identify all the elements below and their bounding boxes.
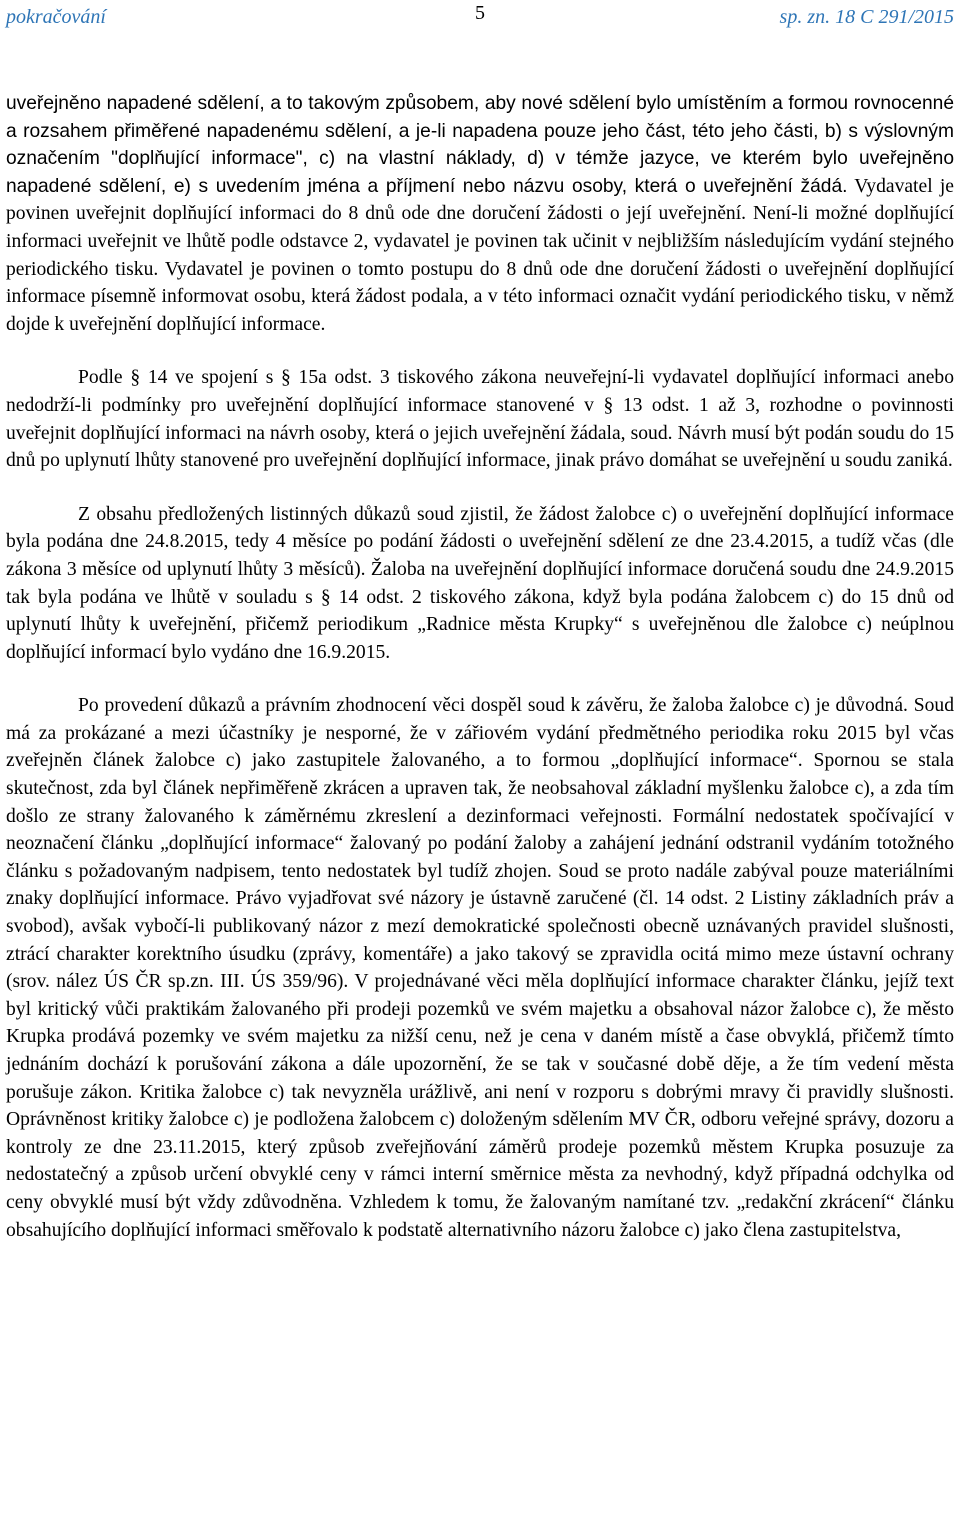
paragraph-1-part-2: Vydavatel je povinen uveřejnit doplňující informaci do 8 dnů ode dne doručení žádosti o její uveřejnění. Není-li možné doplňující informaci uveřejnit ve lhůtě podle odstavce 2, vydavatel je povinen tak učinit v nejbližším následujícím vydání stejného periodického tisku. Vydavatel je povinen o tomto postupu do 8 dnů ode dne doručení žádosti o uveřejnění doplňující informace písemně informovat osobu, která žádost podala, a v této informaci označit vydání periodického tisku, v němž dojde k uveřejnění doplňující informace. [6, 175, 954, 335]
header-continuation: pokračování [6, 6, 106, 28]
paragraph-2: Podle § 14 ve spojení s § 15a odst. 3 tiskového zákona neuveřejní-li vydavatel doplňující informaci anebo nedodrží-li podmínky pro uveřejnění doplňující informace stanovené v § 13 odst. 1 až 3, rozhodne o povinnosti uveřejnit doplňující informaci na návrh osoby, která o jejich uveřejnění žádala, soud. Návrh musí být podán soudu do 15 dnů po uplynutí lhůty stanovené pro uveřejnění doplňující informace, jinak právo domáhat se uveřejnění u soudu zaniká. [6, 367, 954, 472]
document-body [6, 90, 954, 1244]
page-number: 5 [475, 2, 485, 24]
paragraph-gap [6, 666, 954, 692]
paragraph-gap [6, 338, 954, 364]
paragraph-1-part-1: uveřejněno napadené sdělení, a to takovým způsobem, aby nové sdělení bylo umístěním a formou rovnocenné a rozsahem přiměřené napadenému sdělení, a je-li napadena pouze jeho část, této jeho části, b) s výslovným označením "doplňující informace", c) na vlastní náklady, d) v témže jazyce, ve kterém bylo uveřejněno napadené sdělení, e) s uvedením jména a příjmení nebo názvu osoby, která o uveřejnění žádá. [6, 93, 954, 197]
paragraph-4: Po provedení důkazů a právním zhodnocení věci dospěl soud k závěru, že žaloba žalobce c) je důvodná. Soud má za prokázané a mezi účastníky je nesporné, že v zářiovém vydání předmětného periodika roku 2015 byl včas zveřejněn článek žalobce c) jako zastupitele žalovaného, a to formou „doplňující informace“. Spornou se stala skutečnost, zda byl článek nepřiměřeně zkrácen a upraven tak, že neobsahoval základní myšlenku žalobce c), a zda tím došlo ze strany žalovaného k záměrnému zkreslení a dezinformaci veřejnosti. Formální nedostatek spočívající v neoznačení článku „doplňující informace“ žalovaný po podání žaloby a zahájení jednání odstranil vydáním totožného článku s požadovaným nadpisem, tento nedostatek byl tudíž zhojen. Soud se proto nadále zabýval pouze materiálními znaky doplňující informace. Právo vyjadřovat své názory je ústavně zaručené (čl. 14 odst. 2 Listiny základních práv a svobod), avšak vybočí-li publikovaný názor z mezí demokratické společnosti obecně uznávaných pravidel slušnosti, ztrácí charakter korektního úsudku (zprávy, komentáře) a jako takový se zpravidla ocitá mimo meze ústavní ochrany (srov. nález ÚS ČR sp.zn. III. ÚS 359/96). V projednávané věci měla doplňující informace charakter článku, jejíž text byl kritický vůči praktikám žalovaného při prodeji pozemků ve svém majetku a obsahoval názor žalobce c), že město Krupka prodává pozemky ve svém majetku za nižší cenu, než je cena v daném místě a čase obvyklá, přičemž tímto jednáním dochází k porušování zákona a dále upozornění, že se tak v současné době děje, a že tím vedení města porušuje zákon. Kritika žalobce c) tak nevyzněla urážlivě, ani není v rozporu s dobrými mravy či pravidly slušnosti. Oprávněnost kritiky žalobce c) je podložena žalobcem c) doloženým sdělením MV ČR, odboru veřejné správy, dozoru a kontroly ze dne 23.11.2015, který způsob zveřejňování záměrů prodeje pozemků městem Krupka posuzuje za nedostatečný a způsob určení obvyklé ceny v rámci interní směrnice města za nevhodný, když případná odchylka od ceny obvyklé musí být vždy zdůvodněna. Vzhledem k tomu, že žalovaným namítané tzv. „redakční zkrácení“ článku obsahujícího doplňující informaci směřovalo k podstatě alternativního názoru žalobce c) jako člena zastupitelstva, [6, 695, 954, 1241]
header-case-number: sp. zn. 18 C 291/2015 [779, 6, 954, 28]
paragraph-1 [6, 90, 954, 338]
paragraph-3: Z obsahu předložených listinných důkazů soud zjistil, že žádost žalobce c) o uveřejnění doplňující informace byla podána dne 24.8.2015, tedy 4 měsíce po podání žádosti o uveřejnění sdělení ze dne 23.4.2015, a tudíž včas (dle zákona 3 měsíce od uplynutí lhůty 3 měsíců). Žaloba na uveřejnění doplňující informace doručená soudu dne 24.9.2015 tak byla podána ve lhůtě v souladu s § 14 odst. 2 tiskového zákona, když byla podána žalobcem c) do 15 dnů od uplynutí lhůty k uveřejnění, přičemž periodikum „Radnice města Krupky“ s uveřejněnou dle žalobce c) neúplnou doplňující informací bylo vydáno dne 16.9.2015. [6, 503, 954, 663]
paragraph-gap [6, 475, 954, 501]
page-header [6, 0, 954, 44]
